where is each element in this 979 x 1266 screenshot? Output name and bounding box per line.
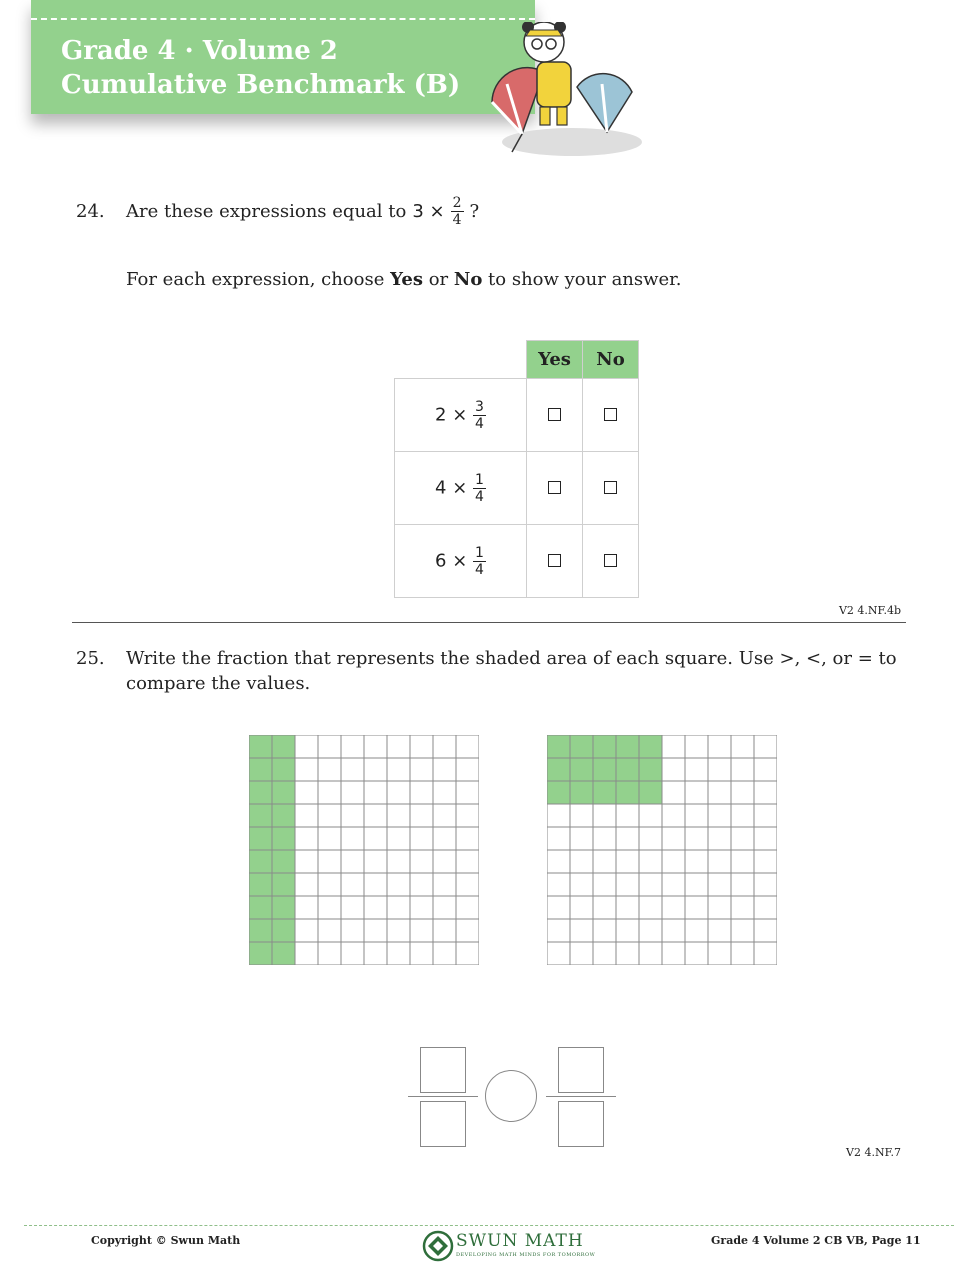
grid-right-cell bbox=[570, 850, 593, 873]
grid-right-cell bbox=[754, 850, 777, 873]
expr-denominator: 4 bbox=[475, 488, 484, 505]
expression-cell bbox=[395, 452, 527, 525]
grid-right-cell bbox=[662, 781, 685, 804]
yes-cell bbox=[527, 452, 583, 525]
grid-right-cell bbox=[639, 896, 662, 919]
grid-left-cell bbox=[341, 942, 364, 965]
grid-right-cell bbox=[639, 827, 662, 850]
grid-left-cell bbox=[410, 827, 433, 850]
grid-right-cell bbox=[639, 873, 662, 896]
grid-left-cell bbox=[249, 781, 272, 804]
grid-right-cell bbox=[754, 942, 777, 965]
grid-right-cell bbox=[731, 873, 754, 896]
grid-left-cell bbox=[272, 896, 295, 919]
grid-right-cell bbox=[731, 827, 754, 850]
grid-left-cell bbox=[456, 804, 479, 827]
yes-cell bbox=[527, 525, 583, 598]
grid-left-cell bbox=[318, 804, 341, 827]
grid-right-cell bbox=[616, 804, 639, 827]
grid-left-cell bbox=[295, 758, 318, 781]
table-row bbox=[395, 452, 639, 525]
expr-whole: 6 × bbox=[435, 550, 468, 571]
grid-left-cell bbox=[295, 781, 318, 804]
grid-right-cell bbox=[754, 758, 777, 781]
grid-right-cell bbox=[662, 758, 685, 781]
grid-left-cell bbox=[318, 850, 341, 873]
grid-right-cell bbox=[570, 804, 593, 827]
no-checkbox[interactable] bbox=[604, 554, 617, 567]
grid-left-cell bbox=[249, 735, 272, 758]
grid-left-cell bbox=[249, 919, 272, 942]
grid-left-cell bbox=[387, 804, 410, 827]
footer-dashed-line bbox=[24, 1225, 954, 1226]
grid-right-cell bbox=[754, 827, 777, 850]
hundred-grid-right bbox=[547, 735, 777, 965]
left-numerator-box[interactable] bbox=[420, 1047, 466, 1093]
grid-left-cell bbox=[318, 873, 341, 896]
grid-left-cell bbox=[364, 896, 387, 919]
grid-left-cell bbox=[456, 758, 479, 781]
grid-right-cell bbox=[593, 896, 616, 919]
grid-left-cell bbox=[249, 942, 272, 965]
grid-right-cell bbox=[662, 827, 685, 850]
table-row bbox=[395, 379, 639, 452]
grid-right-cell bbox=[616, 735, 639, 758]
col-header-yes: Yes bbox=[527, 341, 583, 379]
grid-left-cell bbox=[318, 735, 341, 758]
grid-right-cell bbox=[593, 758, 616, 781]
q24-question-text: Are these expressions equal to bbox=[126, 200, 407, 222]
grid-left-cell bbox=[456, 735, 479, 758]
expression-cell bbox=[395, 379, 527, 452]
grid-right-cell bbox=[616, 850, 639, 873]
grid-right-cell bbox=[685, 873, 708, 896]
expr-fraction bbox=[473, 545, 486, 578]
grid-right-cell bbox=[685, 804, 708, 827]
grid-right-cell bbox=[685, 781, 708, 804]
grid-right-cell bbox=[708, 919, 731, 942]
grid-left-cell bbox=[456, 781, 479, 804]
grid-left-cell bbox=[318, 781, 341, 804]
grid-right-cell bbox=[547, 850, 570, 873]
grid-right-cell bbox=[547, 896, 570, 919]
q24-number: 24. bbox=[76, 201, 105, 222]
grid-left-cell bbox=[295, 735, 318, 758]
grid-left-cell bbox=[456, 827, 479, 850]
grid-right-cell bbox=[754, 919, 777, 942]
grid-right-cell bbox=[685, 827, 708, 850]
expr-denominator: 4 bbox=[475, 415, 484, 432]
grid-left-cell bbox=[410, 804, 433, 827]
grid-right-cell bbox=[593, 827, 616, 850]
grid-right-cell bbox=[731, 781, 754, 804]
grid-left-cell bbox=[295, 942, 318, 965]
grid-right-cell bbox=[616, 942, 639, 965]
grid-left-cell bbox=[318, 827, 341, 850]
banner-title-line2: Cumulative Benchmark (B) bbox=[61, 70, 461, 100]
grid-right-cell bbox=[708, 850, 731, 873]
grid-right-cell bbox=[685, 896, 708, 919]
grid-right-cell bbox=[754, 896, 777, 919]
grid-left-cell bbox=[433, 896, 456, 919]
grid-left-cell bbox=[433, 758, 456, 781]
no-cell bbox=[583, 452, 639, 525]
table-row bbox=[395, 525, 639, 598]
grid-left-cell bbox=[364, 827, 387, 850]
grid-left-cell bbox=[456, 919, 479, 942]
grid-right-cell bbox=[547, 827, 570, 850]
grid-right-cell bbox=[685, 850, 708, 873]
grid-left-cell bbox=[433, 942, 456, 965]
q25-standard: V2 4.NF.7 bbox=[846, 1146, 901, 1159]
grid-left-cell bbox=[272, 919, 295, 942]
q25-text-line2: compare the values. bbox=[126, 673, 311, 694]
grid-left-cell bbox=[272, 804, 295, 827]
grid-left-cell bbox=[318, 896, 341, 919]
right-denominator-box[interactable] bbox=[558, 1101, 604, 1147]
no-cell bbox=[583, 379, 639, 452]
expr-fraction bbox=[473, 472, 486, 505]
left-fraction-bar bbox=[408, 1096, 478, 1097]
grid-right-cell bbox=[662, 850, 685, 873]
q24-question bbox=[126, 191, 479, 231]
grid-left-cell bbox=[341, 758, 364, 781]
expr-numerator: 3 bbox=[475, 398, 484, 415]
left-denominator-box[interactable] bbox=[420, 1101, 466, 1147]
grid-right-cell bbox=[731, 896, 754, 919]
grid-left-cell bbox=[433, 781, 456, 804]
grid-right-cell bbox=[708, 804, 731, 827]
q24-target-numerator: 2 bbox=[452, 194, 462, 211]
grid-left-cell bbox=[433, 827, 456, 850]
comparison-circle[interactable] bbox=[485, 1070, 537, 1122]
no-cell bbox=[583, 525, 639, 598]
grid-right-cell bbox=[685, 758, 708, 781]
grid-left-cell bbox=[364, 850, 387, 873]
expr-denominator: 4 bbox=[475, 561, 484, 578]
grid-left-cell bbox=[456, 942, 479, 965]
grid-right-cell bbox=[570, 896, 593, 919]
grid-left-cell bbox=[341, 735, 364, 758]
grid-right-cell bbox=[731, 942, 754, 965]
grid-left-cell bbox=[364, 781, 387, 804]
grid-left-cell bbox=[456, 896, 479, 919]
grid-left-cell bbox=[295, 804, 318, 827]
col-header-no: No bbox=[583, 341, 639, 379]
q24-instructions bbox=[126, 269, 682, 290]
grid-right-cell bbox=[639, 758, 662, 781]
grid-left-cell bbox=[364, 735, 387, 758]
grid-left-cell bbox=[410, 942, 433, 965]
grid-left-cell bbox=[295, 919, 318, 942]
right-numerator-box[interactable] bbox=[558, 1047, 604, 1093]
grid-left-cell bbox=[272, 942, 295, 965]
q24-target-denominator: 4 bbox=[452, 211, 462, 228]
grid-right-cell bbox=[593, 804, 616, 827]
grid-right-cell bbox=[593, 735, 616, 758]
grid-left-cell bbox=[387, 758, 410, 781]
grid-right-cell bbox=[616, 827, 639, 850]
grid-right-cell bbox=[662, 942, 685, 965]
grid-right-cell bbox=[547, 781, 570, 804]
grid-right-cell bbox=[754, 781, 777, 804]
banner-title-line1: Grade 4 · Volume 2 bbox=[61, 36, 338, 66]
grid-left-cell bbox=[410, 919, 433, 942]
section-divider bbox=[72, 622, 906, 623]
grid-left-cell bbox=[295, 873, 318, 896]
grid-right-cell bbox=[731, 735, 754, 758]
grid-right-cell bbox=[570, 758, 593, 781]
grid-left-cell bbox=[410, 896, 433, 919]
grid-right-cell bbox=[754, 873, 777, 896]
grid-left-cell bbox=[295, 827, 318, 850]
grid-right-cell bbox=[731, 758, 754, 781]
grid-right-cell bbox=[662, 896, 685, 919]
expr-fraction bbox=[473, 399, 486, 432]
expr-numerator: 1 bbox=[475, 544, 484, 561]
grid-left-cell bbox=[249, 873, 272, 896]
grid-left-cell bbox=[364, 873, 387, 896]
grid-left-cell bbox=[364, 758, 387, 781]
hundred-grid-left bbox=[249, 735, 479, 965]
footer-copyright: Copyright © Swun Math bbox=[91, 1234, 241, 1247]
grid-right-cell bbox=[616, 781, 639, 804]
no-checkbox[interactable] bbox=[604, 408, 617, 421]
grid-right-cell bbox=[570, 827, 593, 850]
grid-right-cell bbox=[708, 896, 731, 919]
grid-left-cell bbox=[295, 850, 318, 873]
grid-right-cell bbox=[708, 758, 731, 781]
yes-no-table bbox=[394, 340, 639, 598]
grid-right-cell bbox=[593, 919, 616, 942]
grid-right-cell bbox=[754, 804, 777, 827]
grid-left-cell bbox=[249, 827, 272, 850]
grid-right-cell bbox=[662, 873, 685, 896]
grid-left-cell bbox=[272, 850, 295, 873]
grid-left-cell bbox=[341, 919, 364, 942]
grid-left-cell bbox=[341, 873, 364, 896]
expression-cell bbox=[395, 525, 527, 598]
grid-right-cell bbox=[616, 873, 639, 896]
instr-no: No bbox=[453, 269, 483, 290]
instr-pre: For each expression, choose bbox=[126, 269, 391, 290]
grid-right-cell bbox=[547, 873, 570, 896]
grid-left-cell bbox=[364, 942, 387, 965]
grid-left-cell bbox=[410, 873, 433, 896]
grid-left-cell bbox=[295, 896, 318, 919]
grid-right-cell bbox=[570, 781, 593, 804]
grid-left-cell bbox=[410, 735, 433, 758]
grid-left-cell bbox=[341, 804, 364, 827]
grid-right-cell bbox=[662, 735, 685, 758]
grid-right-cell bbox=[547, 942, 570, 965]
expr-numerator: 1 bbox=[475, 471, 484, 488]
panda-mascot-illustration bbox=[482, 22, 652, 167]
grid-left-cell bbox=[318, 942, 341, 965]
grid-right-cell bbox=[616, 758, 639, 781]
grid-left-cell bbox=[341, 781, 364, 804]
grid-right-cell bbox=[639, 804, 662, 827]
grid-right-cell bbox=[685, 919, 708, 942]
grid-left-cell bbox=[272, 735, 295, 758]
grid-right-cell bbox=[685, 735, 708, 758]
grid-right-cell bbox=[639, 735, 662, 758]
grid-right-cell bbox=[731, 804, 754, 827]
q25-text-line1: Write the fraction that represents the shaded area of each square. Use >, <, or = to bbox=[126, 648, 897, 669]
grid-right-cell bbox=[593, 942, 616, 965]
grid-left-cell bbox=[387, 873, 410, 896]
grid-right-cell bbox=[639, 919, 662, 942]
grid-left-cell bbox=[433, 919, 456, 942]
grid-right-cell bbox=[616, 919, 639, 942]
grid-right-cell bbox=[616, 896, 639, 919]
grid-left-cell bbox=[387, 942, 410, 965]
grid-right-cell bbox=[547, 804, 570, 827]
grid-left-cell bbox=[249, 896, 272, 919]
grid-left-cell bbox=[318, 758, 341, 781]
grid-left-cell bbox=[272, 758, 295, 781]
grid-right-cell bbox=[731, 919, 754, 942]
grid-left-cell bbox=[456, 850, 479, 873]
grid-right-cell bbox=[570, 919, 593, 942]
instr-yes: Yes bbox=[390, 269, 423, 290]
grid-left-cell bbox=[410, 781, 433, 804]
expr-whole: 2 × bbox=[435, 404, 468, 425]
grid-left-cell bbox=[364, 919, 387, 942]
grid-right-cell bbox=[547, 919, 570, 942]
grid-right-cell bbox=[708, 942, 731, 965]
grid-left-cell bbox=[364, 804, 387, 827]
grid-left-cell bbox=[318, 919, 341, 942]
q24-question-mark: ? bbox=[469, 200, 480, 222]
yes-checkbox[interactable] bbox=[548, 481, 561, 494]
grid-left-cell bbox=[341, 850, 364, 873]
footer-page-info: Grade 4 Volume 2 CB VB, Page 11 bbox=[711, 1234, 921, 1247]
grid-right-cell bbox=[570, 942, 593, 965]
grid-right-cell bbox=[639, 850, 662, 873]
grid-right-cell bbox=[547, 758, 570, 781]
instr-mid: or bbox=[422, 269, 454, 290]
grid-left-cell bbox=[272, 781, 295, 804]
swun-math-logo-icon bbox=[422, 1230, 454, 1262]
grid-left-cell bbox=[272, 873, 295, 896]
footer-logo-text: SWUN MATH bbox=[456, 1231, 584, 1251]
grid-right-cell bbox=[639, 781, 662, 804]
grid-left-cell bbox=[410, 850, 433, 873]
grid-left-cell bbox=[433, 850, 456, 873]
grid-right-cell bbox=[731, 850, 754, 873]
q24-target-whole: 3 × bbox=[412, 200, 445, 222]
grid-right-cell bbox=[593, 873, 616, 896]
right-fraction-bar bbox=[546, 1096, 616, 1097]
grid-left-cell bbox=[249, 758, 272, 781]
grid-right-cell bbox=[593, 781, 616, 804]
grid-left-cell bbox=[410, 758, 433, 781]
grid-right-cell bbox=[708, 735, 731, 758]
grid-right-cell bbox=[570, 873, 593, 896]
grid-right-cell bbox=[662, 919, 685, 942]
grid-right-cell bbox=[662, 804, 685, 827]
q24-target-fraction bbox=[451, 195, 464, 228]
grid-right-cell bbox=[570, 735, 593, 758]
yes-cell bbox=[527, 379, 583, 452]
grid-right-cell bbox=[593, 850, 616, 873]
grid-right-cell bbox=[708, 781, 731, 804]
yes-checkbox[interactable] bbox=[548, 408, 561, 421]
grid-left-cell bbox=[433, 735, 456, 758]
grid-left-cell bbox=[249, 850, 272, 873]
grid-left-cell bbox=[272, 827, 295, 850]
no-checkbox[interactable] bbox=[604, 481, 617, 494]
footer-logo-tagline: DEVELOPING MATH MINDS FOR TOMORROW bbox=[456, 1252, 596, 1258]
grid-left-cell bbox=[456, 873, 479, 896]
grid-right-cell bbox=[708, 827, 731, 850]
table-corner bbox=[395, 341, 527, 379]
banner-dashed-line bbox=[31, 18, 535, 20]
grid-right-cell bbox=[685, 942, 708, 965]
grid-left-cell bbox=[387, 896, 410, 919]
grid-right-cell bbox=[639, 942, 662, 965]
grid-left-cell bbox=[387, 850, 410, 873]
grid-left-cell bbox=[387, 919, 410, 942]
yes-checkbox[interactable] bbox=[548, 554, 561, 567]
grid-left-cell bbox=[341, 896, 364, 919]
grid-right-cell bbox=[547, 735, 570, 758]
q25-number: 25. bbox=[76, 648, 105, 669]
grid-left-cell bbox=[249, 804, 272, 827]
q24-standard: V2 4.NF.4b bbox=[838, 604, 901, 617]
grid-left-cell bbox=[341, 827, 364, 850]
grid-left-cell bbox=[387, 781, 410, 804]
grid-left-cell bbox=[433, 804, 456, 827]
grid-right-cell bbox=[708, 873, 731, 896]
grid-left-cell bbox=[433, 873, 456, 896]
instr-post: to show your answer. bbox=[482, 269, 682, 290]
grid-right-cell bbox=[754, 735, 777, 758]
grid-left-cell bbox=[387, 735, 410, 758]
expr-whole: 4 × bbox=[435, 477, 468, 498]
grid-left-cell bbox=[387, 827, 410, 850]
